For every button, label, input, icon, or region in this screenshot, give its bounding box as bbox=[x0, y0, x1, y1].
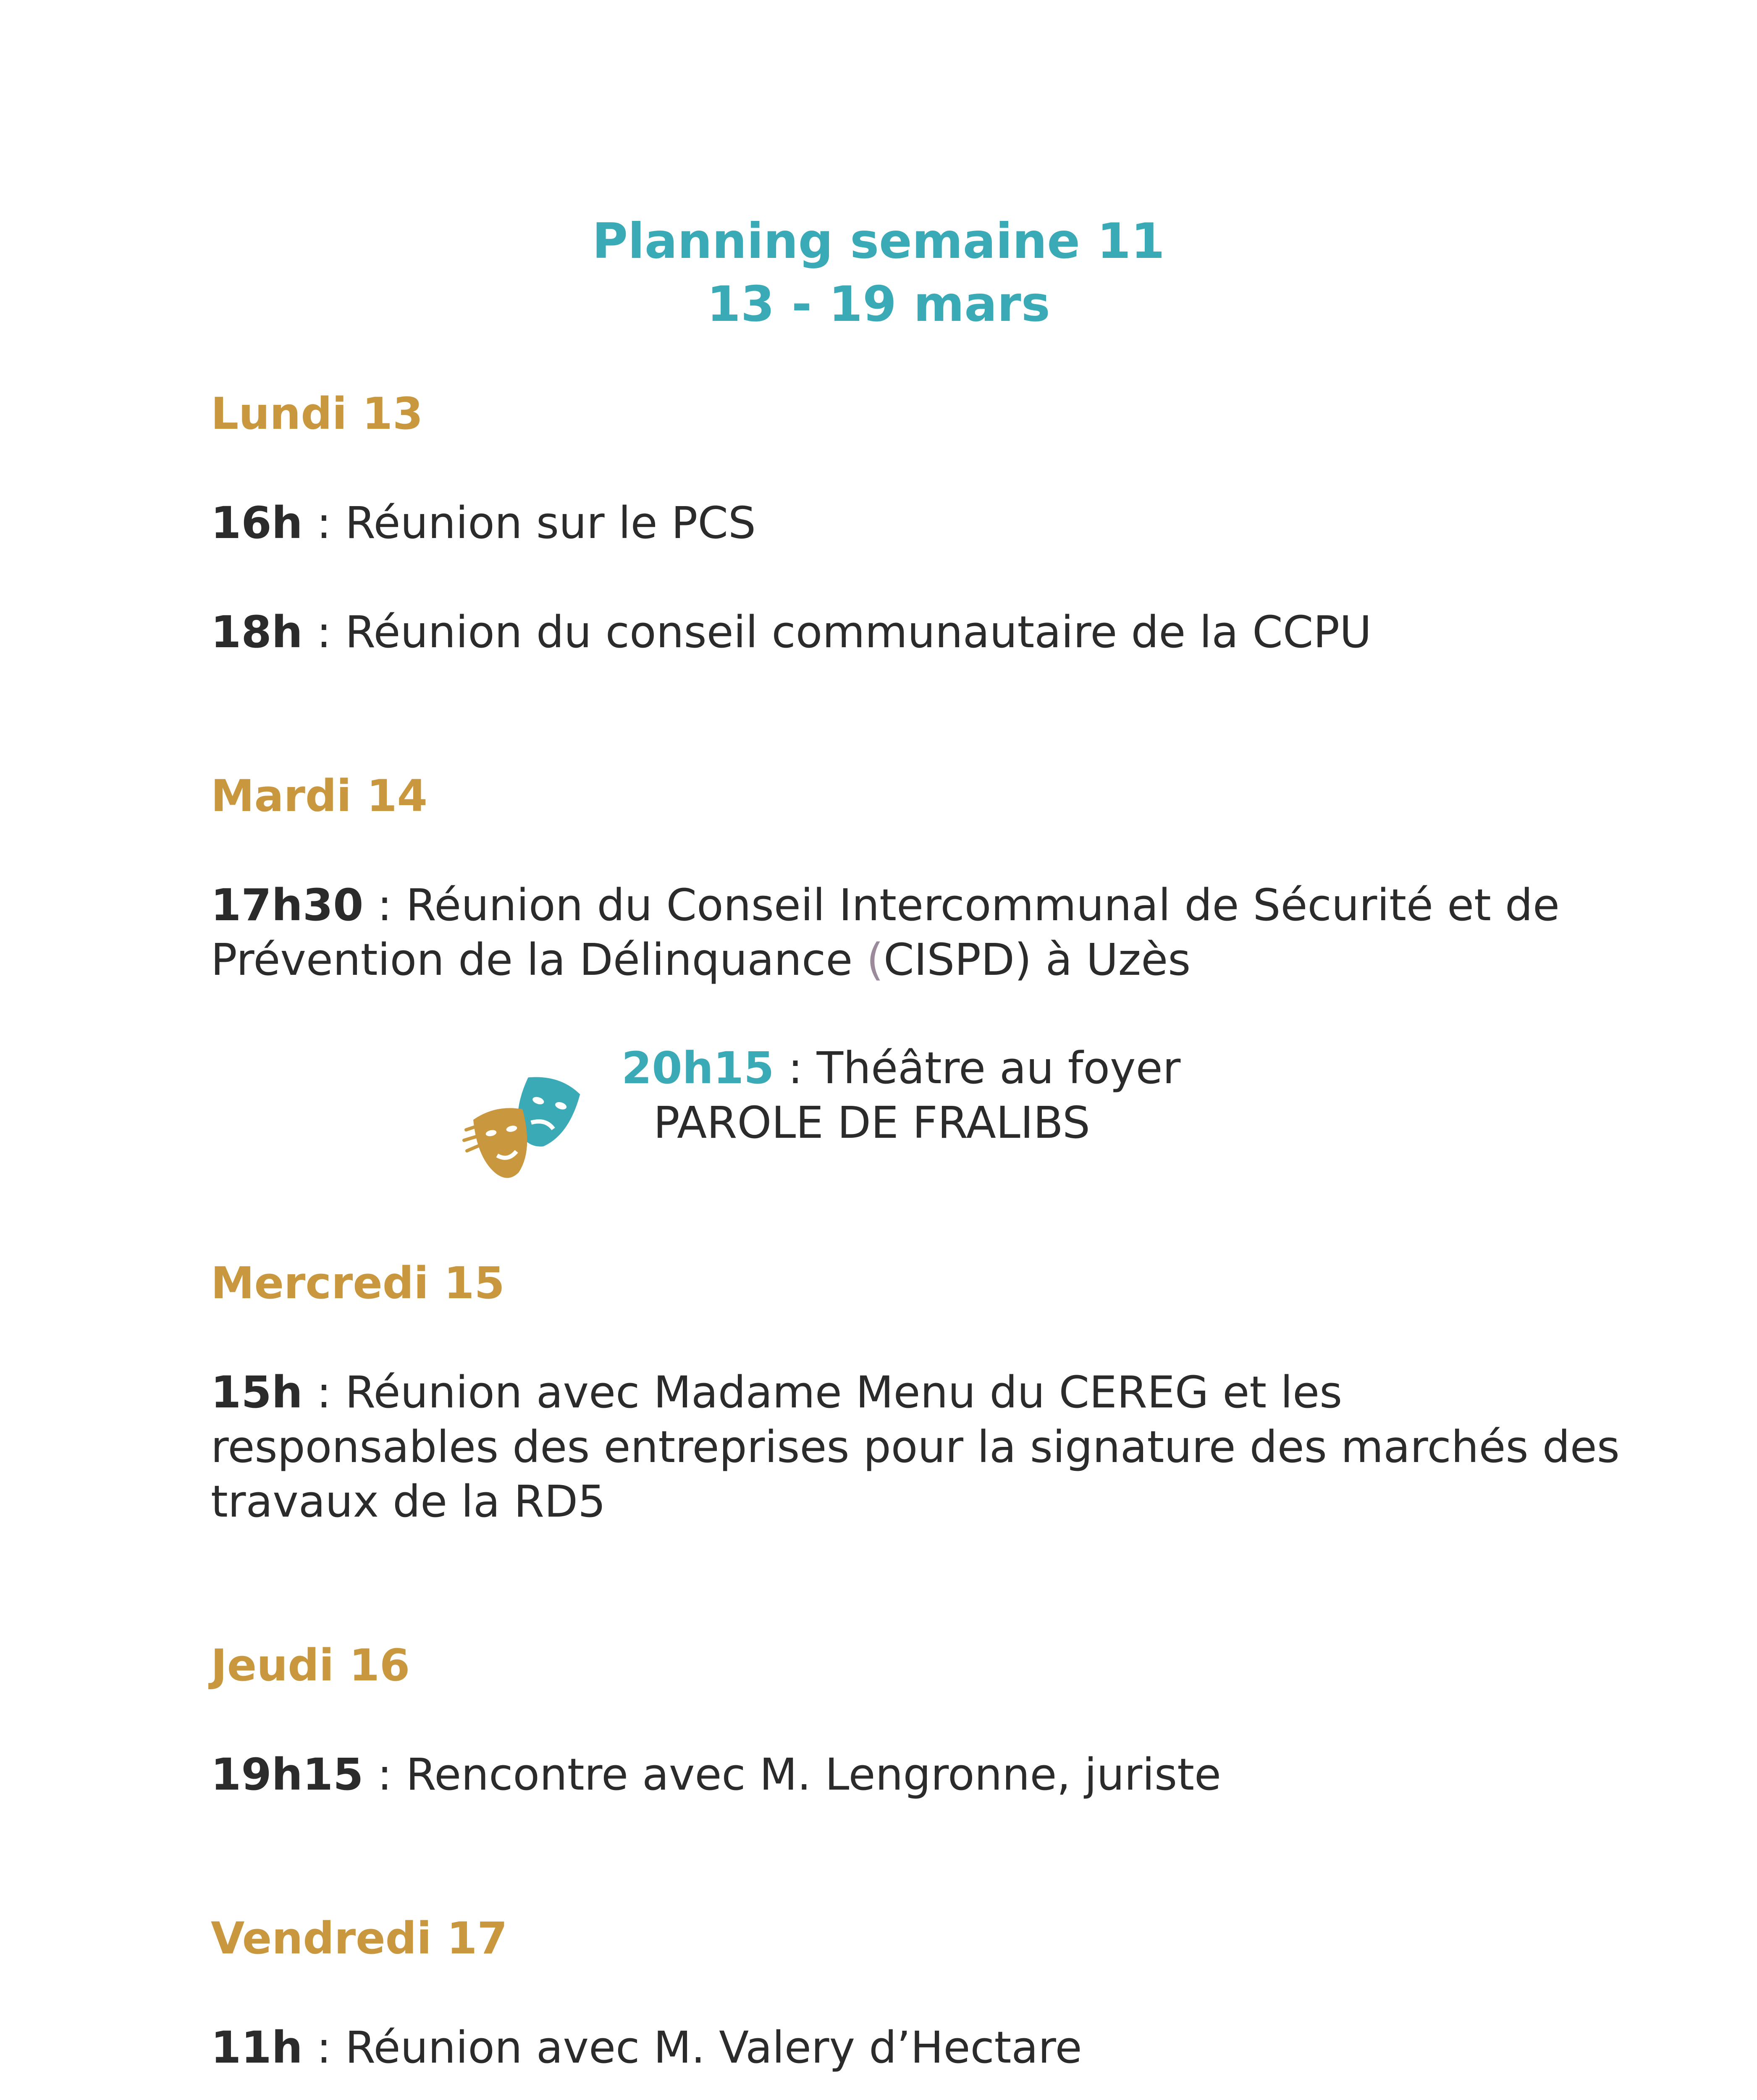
event-paren: ( bbox=[866, 934, 884, 985]
event-text: CISPD) à Uzès bbox=[883, 934, 1191, 985]
event-tuesday-1-line1 bbox=[211, 878, 1560, 932]
day-heading-thursday: Jeudi 16 bbox=[211, 1640, 410, 1691]
event-text: Réunion du conseil communautaire de la CCPU bbox=[345, 606, 1372, 658]
event-separator: : bbox=[302, 1367, 345, 1418]
event-time: 20h15 bbox=[622, 1042, 774, 1094]
theatre-masks-icon bbox=[462, 1067, 588, 1193]
event-wednesday-1-line2: responsables des entreprises pour la signature des marchés des bbox=[211, 1421, 1620, 1473]
event-separator: : bbox=[363, 1749, 406, 1800]
event-wednesday-1-line1 bbox=[211, 1365, 1342, 1420]
day-heading-wednesday: Mercredi 15 bbox=[211, 1257, 505, 1309]
event-monday-1 bbox=[211, 496, 756, 550]
event-tuesday-2-line1 bbox=[622, 1041, 1180, 1095]
event-separator: : bbox=[302, 606, 345, 658]
event-separator: : bbox=[302, 497, 345, 549]
event-wednesday-1-line3: travaux de la RD5 bbox=[211, 1476, 606, 1527]
day-heading-monday: Lundi 13 bbox=[211, 388, 423, 439]
event-time: 11h bbox=[211, 2022, 303, 2073]
event-time: 16h bbox=[211, 497, 303, 549]
event-thursday-1 bbox=[211, 1747, 1221, 1802]
page-subtitle-dates: 13 - 19 mars bbox=[707, 276, 1050, 333]
day-heading-tuesday: Mardi 14 bbox=[211, 770, 427, 822]
event-text: Réunion avec Madame Menu du CEREG et les bbox=[345, 1367, 1343, 1418]
event-separator: : bbox=[302, 2022, 345, 2073]
event-time: 15h bbox=[211, 1367, 303, 1418]
event-tuesday-1-line2 bbox=[211, 932, 1191, 987]
event-tuesday-2-line2: PAROLE DE FRALIBS bbox=[653, 1097, 1091, 1148]
event-text: Théâtre au foyer bbox=[816, 1042, 1181, 1094]
event-text: Réunion sur le PCS bbox=[345, 497, 756, 549]
event-time: 17h30 bbox=[211, 879, 364, 931]
page-title: Planning semaine 11 bbox=[592, 213, 1165, 270]
event-separator: : bbox=[774, 1042, 817, 1094]
event-text: Prévention de la Délinquance bbox=[211, 934, 867, 985]
event-time: 18h bbox=[211, 606, 303, 658]
event-text: Réunion avec M. Valery d’Hectare bbox=[345, 2022, 1082, 2073]
event-friday-1 bbox=[211, 2020, 1082, 2075]
event-separator: : bbox=[363, 879, 406, 931]
event-time: 19h15 bbox=[211, 1749, 364, 1800]
day-heading-friday: Vendredi 17 bbox=[211, 1913, 508, 1964]
event-monday-2 bbox=[211, 605, 1372, 659]
event-text: Réunion du Conseil Intercommunal de Sécurité et de bbox=[406, 879, 1560, 931]
event-text: Rencontre avec M. Lengronne, juriste bbox=[406, 1749, 1221, 1800]
